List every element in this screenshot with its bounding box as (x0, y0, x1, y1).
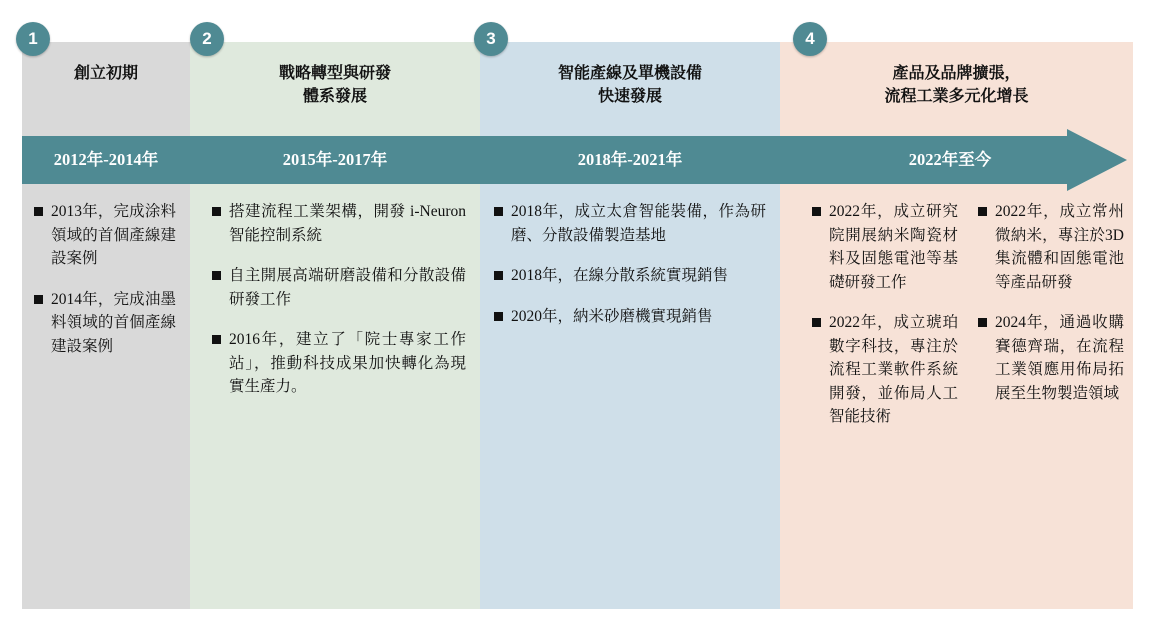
list-item: 2020年，納米砂磨機實現銷售 (494, 305, 766, 329)
phase-title-3 (480, 62, 780, 108)
phase-content-4-right (978, 200, 1124, 405)
list-item: 2016年，建立了「院士專家工作站」，推動科技成果加快轉化為現實生產力。 (212, 328, 466, 399)
timeline-arrow (22, 136, 1127, 184)
phase-period-4: 2022年至今 (908, 150, 992, 169)
phase-title-line: 產品及品牌擴張， (892, 65, 1021, 82)
phase-period-2: 2015年-2017年 (282, 150, 388, 169)
phase-title-2 (190, 62, 480, 108)
phase-title-4 (780, 62, 1133, 108)
list-item: 搭建流程工業架構，開發 i-Neuron智能控制系統 (212, 200, 466, 247)
phase-marker-label: 2 (202, 29, 212, 48)
list-item: 2022年，成立常州微納米，專注於3D集流體和固態電池等產品研發 (978, 200, 1124, 294)
phase-title-line: 體系發展 (302, 88, 367, 106)
phase-title-line: 戰略轉型與研發 (278, 65, 391, 82)
phase-period-1: 2012年-2014年 (53, 150, 159, 169)
list-item: 2022年，成立研究院開展納米陶瓷材料及固態電池等基礎研發工作 (812, 200, 958, 294)
phase-content-3 (494, 200, 766, 328)
list-item: 自主開展高端研磨設備和分散設備研發工作 (212, 264, 466, 311)
phase-marker-4 (793, 22, 827, 56)
list-item: 2018年，在線分散系統實現銷售 (494, 264, 766, 288)
phase-title-line: 創立初期 (73, 65, 138, 82)
phase-content-2 (212, 200, 466, 399)
phase-period-3: 2018年-2021年 (577, 150, 683, 169)
phase-content-1 (34, 200, 176, 358)
phase-title-line: 快速發展 (597, 88, 662, 106)
list-item: 2024年，通過收購賽德齊瑞，在流程工業領應用佈局拓展至生物製造領域 (978, 311, 1124, 405)
list-item: 2022年，成立琥珀數字科技，專注於流程工業軟件系統開發，並佈局人工智能技術 (812, 311, 958, 429)
phase-title-line: 流程工業多元化增長 (884, 88, 1029, 106)
list-item: 2014年，完成油墨料領域的首個產線建設案例 (34, 288, 176, 359)
phase-title-1 (22, 62, 190, 85)
phase-content-4-left (812, 200, 958, 429)
phase-title-line: 智能產線及單機設備 (557, 65, 702, 82)
list-item: 2018年，成立太倉智能裝備，作為研磨、分散設備製造基地 (494, 200, 766, 247)
phase-marker-2 (190, 22, 224, 56)
phase-marker-1 (16, 22, 50, 56)
list-item: 2013年，完成涂料領域的首個產線建設案例 (34, 200, 176, 271)
phase-marker-label: 4 (805, 29, 815, 48)
phase-marker-label: 1 (28, 29, 38, 48)
phase-marker-label: 3 (486, 29, 496, 48)
phase-marker-3 (474, 22, 508, 56)
